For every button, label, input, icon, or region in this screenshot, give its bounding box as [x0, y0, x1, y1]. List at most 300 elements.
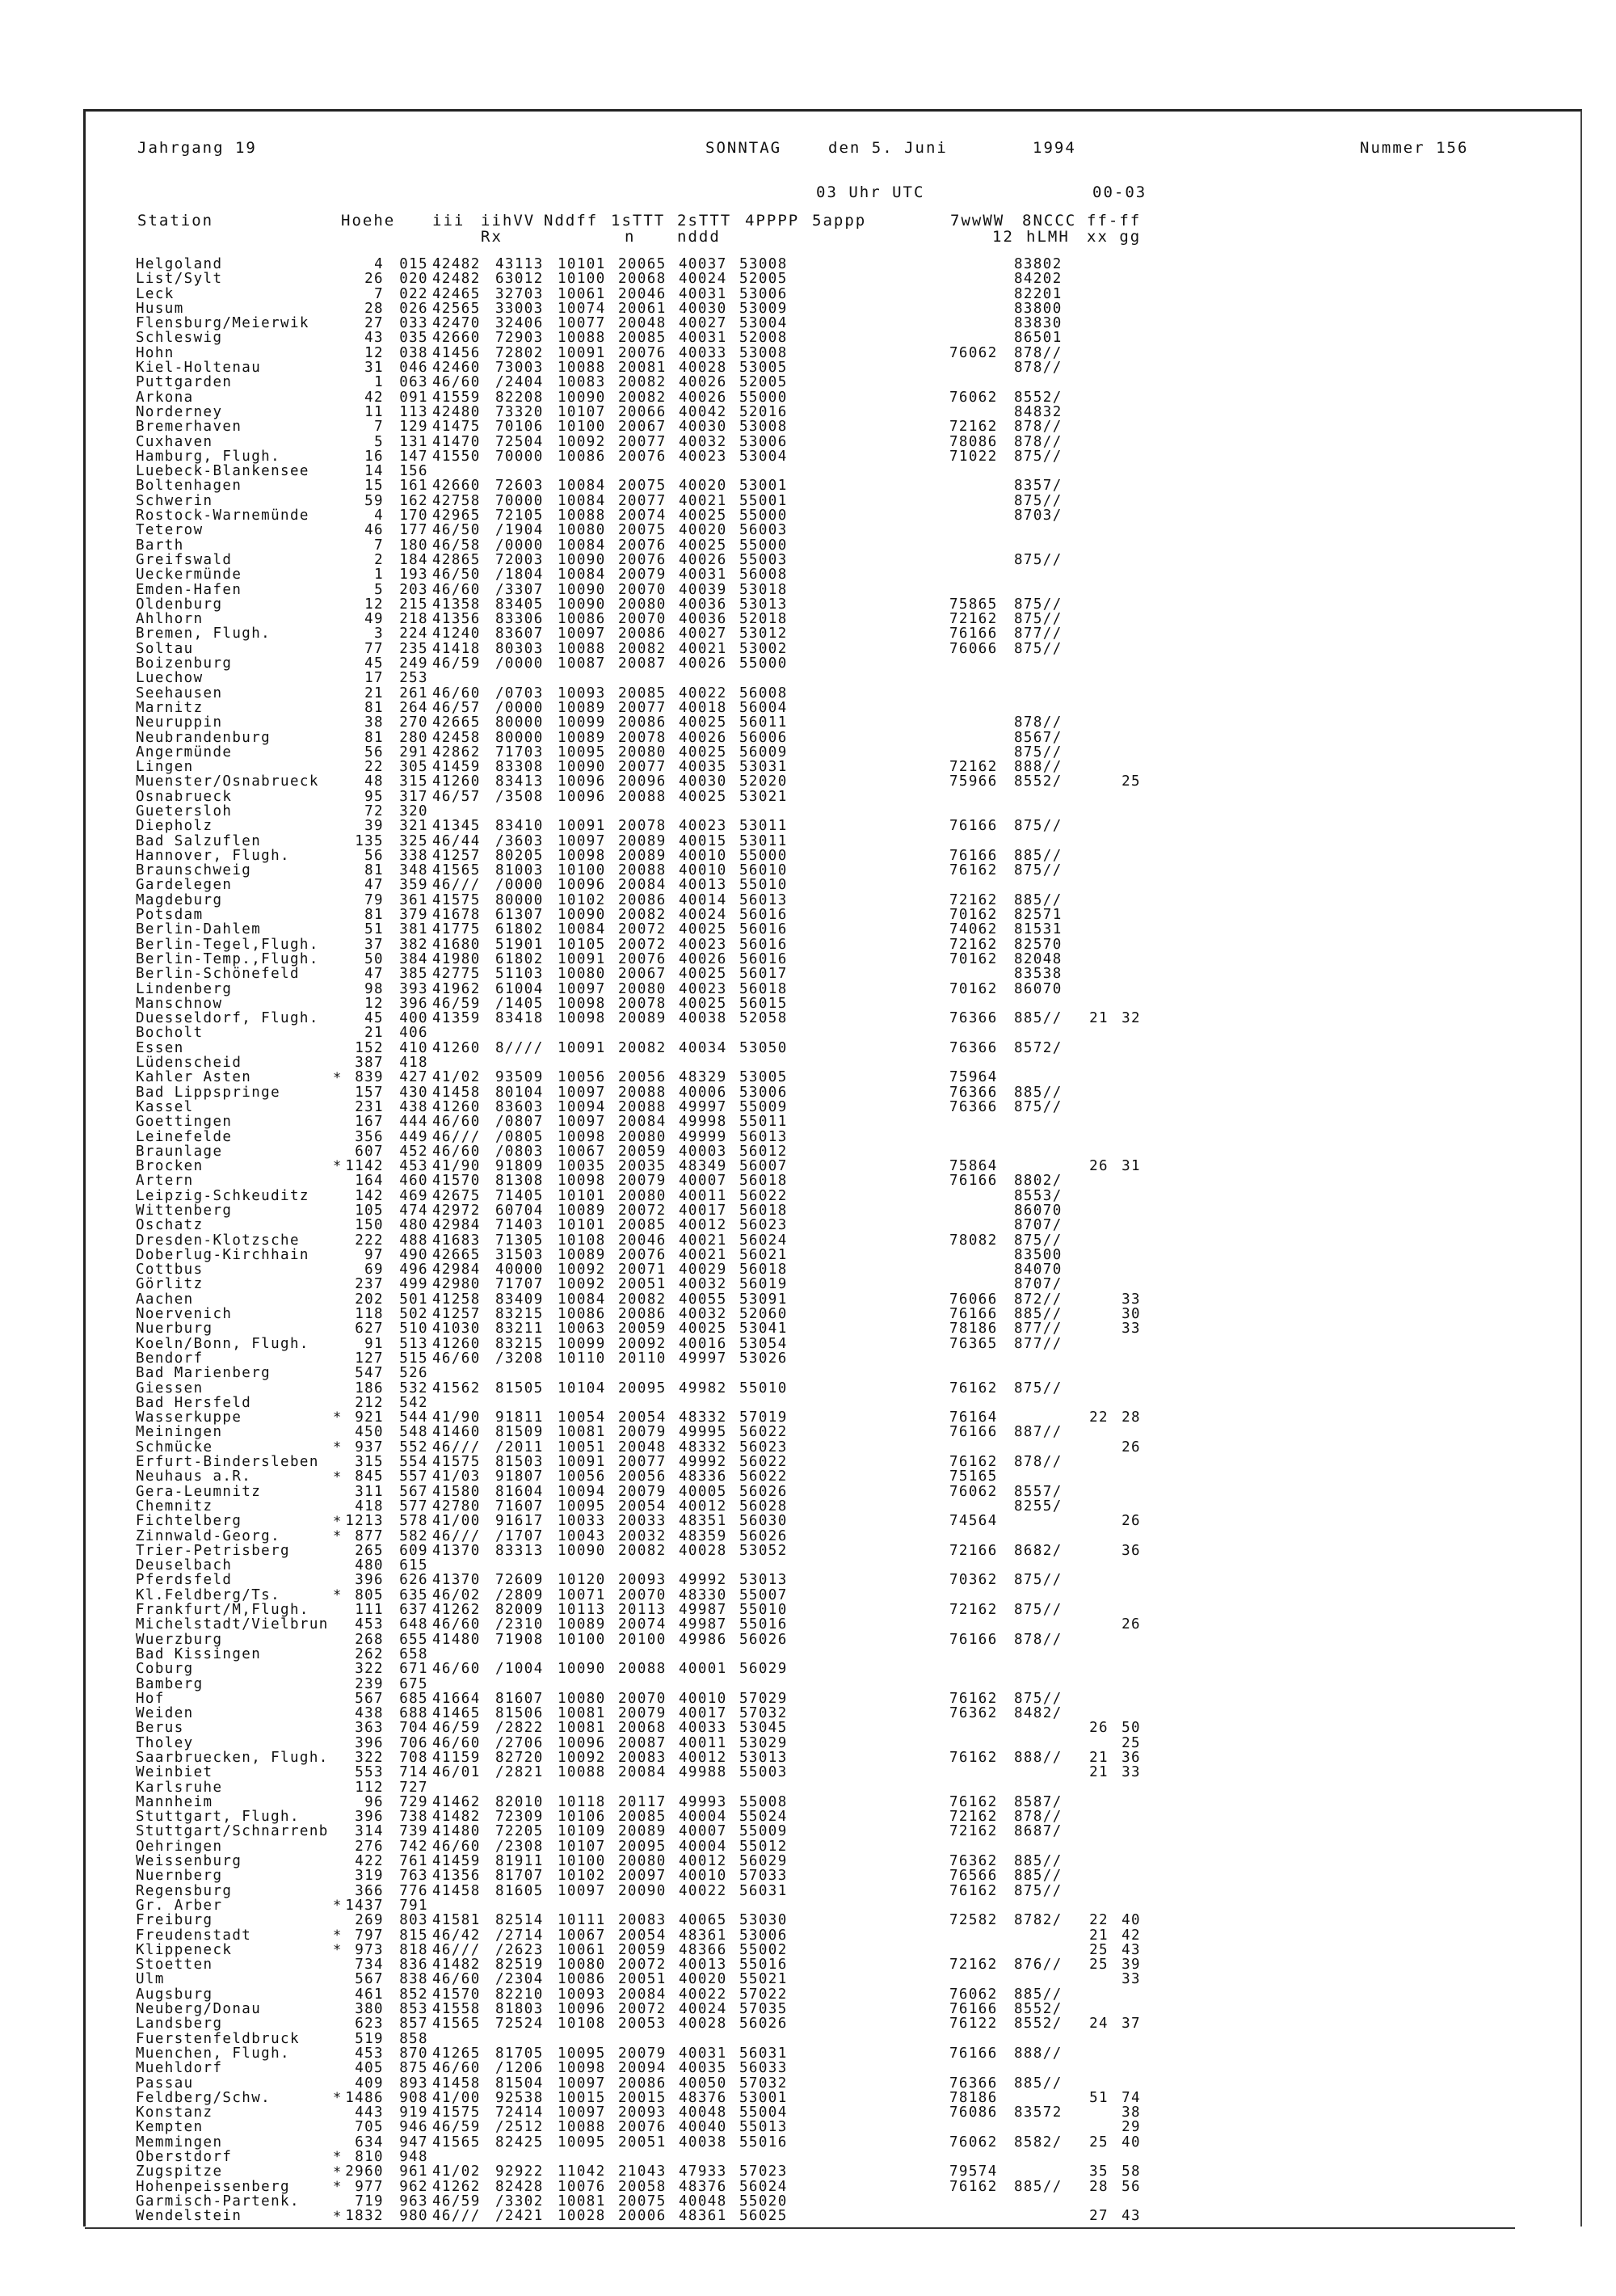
iii-value: 803	[399, 1912, 428, 1929]
p4-value	[679, 2150, 737, 2164]
ffgg-value: 26	[1122, 1439, 1141, 1456]
station-name: Bremerhaven	[136, 419, 242, 436]
station-name: Hamburg, Flugh.	[136, 448, 281, 465]
n8-value: 875//	[1014, 744, 1063, 760]
col-iii: iii	[432, 212, 465, 230]
station-name: Zinnwald-Georg.	[136, 1527, 281, 1544]
hoehe-value: 547	[355, 1365, 384, 1382]
t1-value: 10028	[558, 2208, 606, 2225]
station-name: Luechow	[136, 670, 204, 687]
n8-value	[1014, 2091, 1077, 2105]
hoehe-value: 805	[355, 1586, 384, 1603]
iii-value: 427	[399, 1069, 428, 1086]
p5-value: 55021	[739, 1971, 788, 1988]
ffgg-value	[1113, 1381, 1141, 1396]
hoehe-value: 127	[355, 1350, 384, 1367]
ffxx-value	[1081, 1055, 1109, 1070]
t1-value: 10081	[558, 1720, 606, 1737]
station-name: Wendelstein	[136, 2208, 242, 2225]
t2-value: 20070	[618, 581, 667, 598]
n8-value: 82048	[1014, 950, 1063, 967]
t1-value: 10056	[558, 1069, 606, 1086]
nddff-value: 40000	[495, 1262, 544, 1279]
t2-value: 20084	[618, 1764, 667, 1781]
nddff-value	[495, 1677, 553, 1691]
n8-value: 878//	[1014, 360, 1063, 377]
station-name: Magdeburg	[136, 891, 223, 908]
iihvv-value: 46/59	[432, 2193, 481, 2210]
station-name: Nuernberg	[136, 1868, 223, 1885]
t1-value: 10090	[558, 551, 606, 568]
n8-value: 81531	[1014, 921, 1063, 938]
p4-value	[679, 1780, 737, 1795]
nddff-value: /2421	[495, 2208, 544, 2225]
p4-value	[679, 464, 737, 478]
nddff-value: 81509	[495, 1424, 544, 1441]
t1-value: 10097	[558, 2075, 606, 2092]
ffxx-value	[1081, 597, 1109, 612]
t2-value: 20056	[618, 1069, 667, 1086]
ffxx-value	[1081, 1691, 1109, 1706]
t2-value: 20079	[618, 1705, 667, 1722]
ffgg-value	[1113, 908, 1141, 922]
ffxx-value	[1081, 1130, 1109, 1144]
iii-value: 235	[399, 640, 428, 657]
mountain-station-marker: *	[333, 1468, 342, 1485]
iihvv-value: 41475	[432, 419, 481, 436]
ffgg-value	[1113, 642, 1141, 656]
t2-value: 20095	[618, 1380, 667, 1397]
t1-value: 10102	[558, 1868, 606, 1885]
p4-value: 40030	[679, 773, 727, 790]
ffxx-value	[1081, 1351, 1109, 1366]
iii-value: 091	[399, 389, 428, 406]
w7-value	[949, 583, 1010, 597]
iihvv-value: 41565	[432, 2016, 481, 2033]
hoehe-value: 45	[364, 1010, 384, 1027]
w7-value: 72162	[949, 891, 998, 908]
iihvv-value: 46/02	[432, 1586, 481, 1603]
hoehe-value: 79	[364, 891, 384, 908]
ffxx-value	[1081, 405, 1109, 419]
ffgg-value	[1113, 863, 1141, 878]
hoehe-value: 46	[364, 522, 384, 539]
p4-value: 40055	[679, 1291, 727, 1308]
iihvv-value: 41257	[432, 847, 481, 864]
ffxx-value	[1081, 390, 1109, 405]
ffxx-value	[1081, 1292, 1109, 1307]
hoehe-value: 97	[364, 1246, 384, 1263]
ffgg-value	[1113, 1469, 1141, 1484]
ffxx-value	[1081, 2150, 1109, 2164]
w7-value	[949, 1617, 1010, 1632]
station-name: Bendorf	[136, 1350, 204, 1367]
p5-value: 56008	[739, 685, 788, 701]
iihvv-value: 46/60	[432, 374, 481, 391]
p5-value: 56022	[739, 1454, 788, 1471]
ffxx-value	[1081, 1588, 1109, 1603]
p5-value: 55016	[739, 1616, 788, 1633]
t2-value: 20070	[618, 1586, 667, 1603]
p5-value: 56018	[739, 1173, 788, 1190]
p4-value: 40022	[679, 1882, 727, 1899]
nddff-value: /1804	[495, 567, 544, 583]
ffxx-value	[1081, 1337, 1109, 1351]
iii-value: 224	[399, 626, 428, 642]
w7-value	[949, 1765, 1010, 1780]
t1-value: 10090	[558, 389, 606, 406]
iii-value: 893	[399, 2075, 428, 2092]
p5-value: 53002	[739, 640, 788, 657]
w7-value	[949, 1277, 1010, 1291]
iihvv-value: 42675	[432, 1187, 481, 1204]
station-name: Kahler Asten	[136, 1069, 252, 1086]
hoehe-value: 26	[364, 271, 384, 288]
t2-value: 20077	[618, 1454, 667, 1471]
iii-value: 317	[399, 788, 428, 805]
iii-value: 480	[399, 1217, 428, 1234]
ffgg-value	[1113, 1529, 1141, 1544]
t2-value: 20076	[618, 2119, 667, 2136]
hoehe-value: 311	[355, 1483, 384, 1500]
n8-value	[1014, 1529, 1077, 1544]
p5-value: 56018	[739, 1262, 788, 1279]
p5-value	[739, 671, 797, 685]
t1-value: 10054	[558, 1409, 606, 1426]
p4-value: 40048	[679, 2104, 727, 2121]
p4-value: 40031	[679, 285, 727, 302]
iihvv-value: 42980	[432, 1276, 481, 1293]
p5-value	[739, 804, 797, 819]
iii-value: 578	[399, 1513, 428, 1530]
nddff-value: 71305	[495, 1232, 544, 1249]
iii-value: 714	[399, 1764, 428, 1781]
t2-value: 20083	[618, 1749, 667, 1766]
iii-value: 637	[399, 1602, 428, 1619]
t1-value: 10097	[558, 626, 606, 642]
station-name: Klippeneck	[136, 1941, 233, 1958]
hoehe-value: 56	[364, 744, 384, 760]
iii-value: 400	[399, 1010, 428, 1027]
ffxx-value	[1081, 1499, 1109, 1514]
ffxx-value	[1081, 1100, 1109, 1114]
w7-value: 78086	[949, 433, 998, 450]
n8-value: 877//	[1014, 626, 1063, 642]
iii-value: 253	[399, 670, 428, 687]
t1-value: 10087	[558, 655, 606, 672]
column-w7-value	[949, 257, 1010, 2223]
iii-value: 193	[399, 567, 428, 583]
p4-value	[679, 671, 737, 685]
ffxx-value	[1081, 715, 1109, 730]
iihvv-value: 41356	[432, 1868, 481, 1885]
p5-value: 53021	[739, 788, 788, 805]
t1-value: 10084	[558, 921, 606, 938]
n8-value: 8587/	[1014, 1793, 1063, 1810]
t2-value: 20089	[618, 832, 667, 849]
t1-value: 10043	[558, 1527, 606, 1544]
ffxx-value	[1081, 1514, 1109, 1528]
p5-value: 53030	[739, 1912, 788, 1929]
iii-value: 379	[399, 907, 428, 924]
p4-value: 40030	[679, 300, 727, 317]
n8-value	[1014, 1114, 1077, 1129]
t1-value: 10097	[558, 2104, 606, 2121]
p4-value: 40026	[679, 655, 727, 672]
iihvv-value: 41370	[432, 1572, 481, 1589]
station-name: List/Sylt	[136, 271, 223, 288]
iihvv-value: 41558	[432, 2001, 481, 2018]
station-name: Hof	[136, 1690, 165, 1707]
ffxx-value	[1081, 1233, 1109, 1248]
hoehe-value: 405	[355, 2060, 384, 2077]
n8-value	[1014, 1617, 1077, 1632]
t2-value: 20080	[618, 1187, 667, 1204]
hoehe-value: 14	[364, 463, 384, 480]
iihvv-value: 41482	[432, 1957, 481, 1974]
p5-value: 55000	[739, 655, 788, 672]
t2-value	[618, 1647, 676, 1662]
p4-value: 40025	[679, 714, 727, 731]
station-name: Stoetten	[136, 1957, 213, 1974]
station-name: Lüdenscheid	[136, 1055, 242, 1072]
station-name: Weiden	[136, 1705, 194, 1722]
n8-value: 8567/	[1014, 729, 1063, 746]
t1-value	[558, 1647, 616, 1662]
n8-value	[1014, 1780, 1077, 1795]
iihvv-value: 41262	[432, 2178, 481, 2195]
col-ff-sub: xx gg	[1087, 228, 1142, 246]
p4-value: 40023	[679, 818, 727, 835]
nddff-value: /1206	[495, 2060, 544, 2077]
ffxx-value	[1081, 2032, 1109, 2046]
ffgg-value: 74	[1122, 2089, 1141, 2106]
n8-value	[1014, 1898, 1077, 1913]
t1-value: 10088	[558, 1764, 606, 1781]
t1-value: 10095	[558, 2045, 606, 2062]
iii-value: 609	[399, 1542, 428, 1559]
iii-value: 305	[399, 759, 428, 776]
n8-value: 888//	[1014, 759, 1063, 776]
p5-value: 53013	[739, 596, 788, 613]
ffgg-value	[1113, 1691, 1141, 1706]
t1-value: 10081	[558, 1705, 606, 1722]
ffxx-value: 21	[1089, 1010, 1109, 1027]
w7-value: 76362	[949, 1705, 998, 1722]
t1-value: 10015	[558, 2089, 606, 2106]
n8-value: 83830	[1014, 315, 1063, 332]
station-name: Wittenberg	[136, 1203, 233, 1219]
ffgg-value: 31	[1122, 1158, 1141, 1175]
iii-value: 510	[399, 1321, 428, 1338]
nddff-value: 83215	[495, 1306, 544, 1323]
iihvv-value	[432, 1780, 490, 1795]
w7-value	[949, 1721, 1010, 1735]
nddff-value: 83215	[495, 1335, 544, 1352]
t1-value: 10077	[558, 315, 606, 332]
hoehe-value: 51	[364, 921, 384, 938]
p4-value: 40013	[679, 877, 727, 894]
col-8nccc: 8NCCC	[1022, 212, 1077, 230]
w7-value: 76062	[949, 344, 998, 361]
w7-value: 72162	[949, 419, 998, 436]
col-nddff: Nddff	[544, 212, 599, 230]
iii-value: 526	[399, 1365, 428, 1382]
ffgg-value	[1113, 478, 1141, 493]
hoehe-value: 461	[355, 1986, 384, 2003]
w7-value	[949, 405, 1010, 419]
p4-value: 40028	[679, 2016, 727, 2033]
iihvv-value: 41258	[432, 1291, 481, 1308]
station-name: Luebeck-Blankensee	[136, 463, 309, 480]
ffgg-value	[1113, 1130, 1141, 1144]
column-iii-value	[386, 257, 428, 2223]
ffxx-value	[1081, 982, 1109, 996]
t1-value: 10091	[558, 950, 606, 967]
w7-value	[949, 1588, 1010, 1603]
iihvv-value: 42660	[432, 330, 481, 347]
p5-value: 56017	[739, 966, 788, 983]
t2-value: 20117	[618, 1793, 667, 1810]
t2-value: 20084	[618, 1986, 667, 2003]
t2-value: 20080	[618, 980, 667, 997]
t2-value: 20090	[618, 1882, 667, 1899]
p5-value: 53029	[739, 1734, 788, 1751]
mountain-station-marker: *	[333, 1409, 342, 1426]
nddff-value: 91617	[495, 1513, 544, 1530]
iii-value: 020	[399, 271, 428, 288]
t1-value: 10074	[558, 300, 606, 317]
iihvv-value: 41260	[432, 1098, 481, 1115]
n8-value: 83500	[1014, 1246, 1063, 1263]
t1-value	[558, 1558, 616, 1573]
ffgg-value	[1113, 1396, 1141, 1410]
ffgg-value: 40	[1122, 2134, 1141, 2151]
t2-value: 20087	[618, 655, 667, 672]
p5-value: 57035	[739, 2001, 788, 2018]
station-name: Koeln/Bonn, Flugh.	[136, 1335, 309, 1352]
p4-value: 48366	[679, 1941, 727, 1958]
iii-value: 184	[399, 551, 428, 568]
p5-value: 56016	[739, 907, 788, 924]
ffgg-value	[1113, 2150, 1141, 2164]
p5-value: 53008	[739, 419, 788, 436]
t1-value: 10071	[558, 1586, 606, 1603]
ffxx-value	[1081, 1485, 1109, 1499]
iihvv-value: 42984	[432, 1262, 481, 1279]
t1-value: 10101	[558, 256, 606, 272]
nddff-value: 72105	[495, 508, 544, 524]
n8-value: 885//	[1014, 2178, 1063, 2195]
iii-value: 438	[399, 1098, 428, 1115]
iihvv-value: 42775	[432, 966, 481, 983]
w7-value: 72162	[949, 611, 998, 628]
station-name: Bremen, Flugh.	[136, 626, 271, 642]
n8-value: 8552/	[1014, 2001, 1063, 2018]
n8-value: 875//	[1014, 551, 1063, 568]
iii-value: 410	[399, 1039, 428, 1056]
n8-value: 86501	[1014, 330, 1063, 347]
iihvv-value: 46/60	[432, 1838, 481, 1855]
t1-value: 10089	[558, 729, 606, 746]
n8-value: 885//	[1014, 1084, 1063, 1101]
p4-value	[679, 1677, 737, 1691]
hoehe-value: 21	[364, 685, 384, 701]
p5-value: 53091	[739, 1291, 788, 1308]
station-name: Ulm	[136, 1971, 165, 1988]
w7-value	[949, 2120, 1010, 2134]
iii-value: 542	[399, 1394, 428, 1411]
p5-value	[739, 1677, 797, 1691]
nddff-value: /3508	[495, 788, 544, 805]
iihvv-value: 41570	[432, 1173, 481, 1190]
ffxx-value	[1081, 790, 1109, 804]
n8-value: 83800	[1014, 300, 1063, 317]
column-iihvv-value	[432, 257, 490, 2223]
n8-value	[1014, 1588, 1077, 1603]
p5-value: 53045	[739, 1720, 788, 1737]
station-name: Teterow	[136, 522, 204, 539]
station-name: Kassel	[136, 1098, 194, 1115]
ffxx-value	[1081, 1455, 1109, 1469]
n8-value: 8553/	[1014, 1187, 1063, 1204]
iii-value: 063	[399, 374, 428, 391]
nddff-value: 80000	[495, 729, 544, 746]
iii-value: 156	[399, 463, 428, 480]
station-name: Neuhaus a.R.	[136, 1468, 252, 1485]
t1-value: 10084	[558, 537, 606, 554]
hoehe-value: 3	[374, 626, 384, 642]
hoehe-value: 31	[364, 360, 384, 377]
n8-value: 878//	[1014, 1631, 1063, 1648]
station-name: Kiel-Holtenau	[136, 360, 262, 377]
iihvv-value: 41980	[432, 950, 481, 967]
t1-value: 10086	[558, 1306, 606, 1323]
w7-value	[949, 2061, 1010, 2075]
n8-value: 875//	[1014, 1690, 1063, 1707]
nddff-value: 70000	[495, 448, 544, 465]
w7-value	[949, 834, 1010, 849]
station-name: Berlin-Schönefeld	[136, 966, 300, 983]
station-name: Freudenstadt	[136, 1927, 252, 1944]
t2-value: 20071	[618, 1262, 667, 1279]
hoehe-value: 262	[355, 1645, 384, 1662]
hoehe-value: 839	[355, 1069, 384, 1086]
t1-value: 10090	[558, 596, 606, 613]
p5-value: 55003	[739, 551, 788, 568]
hoehe-value: 2960	[345, 2163, 384, 2180]
t1-value	[558, 1898, 616, 1913]
nddff-value	[495, 671, 553, 685]
p5-value	[739, 1026, 797, 1040]
t1-value: 10100	[558, 271, 606, 288]
nddff-value: 83211	[495, 1321, 544, 1338]
n8-value	[1014, 1558, 1077, 1573]
iii-value: 815	[399, 1927, 428, 1944]
t2-value: 20072	[618, 1203, 667, 1219]
p4-value: 48329	[679, 1069, 727, 1086]
w7-value	[949, 715, 1010, 730]
station-name: Gardelegen	[136, 877, 233, 894]
w7-value	[949, 567, 1010, 582]
nddff-value	[495, 464, 553, 478]
ffxx-value	[1081, 1085, 1109, 1100]
p4-value	[679, 1366, 737, 1380]
w7-value: 76066	[949, 640, 998, 657]
iii-value: 129	[399, 419, 428, 436]
p4-value: 40036	[679, 611, 727, 628]
t2-value: 20089	[618, 1823, 667, 1840]
